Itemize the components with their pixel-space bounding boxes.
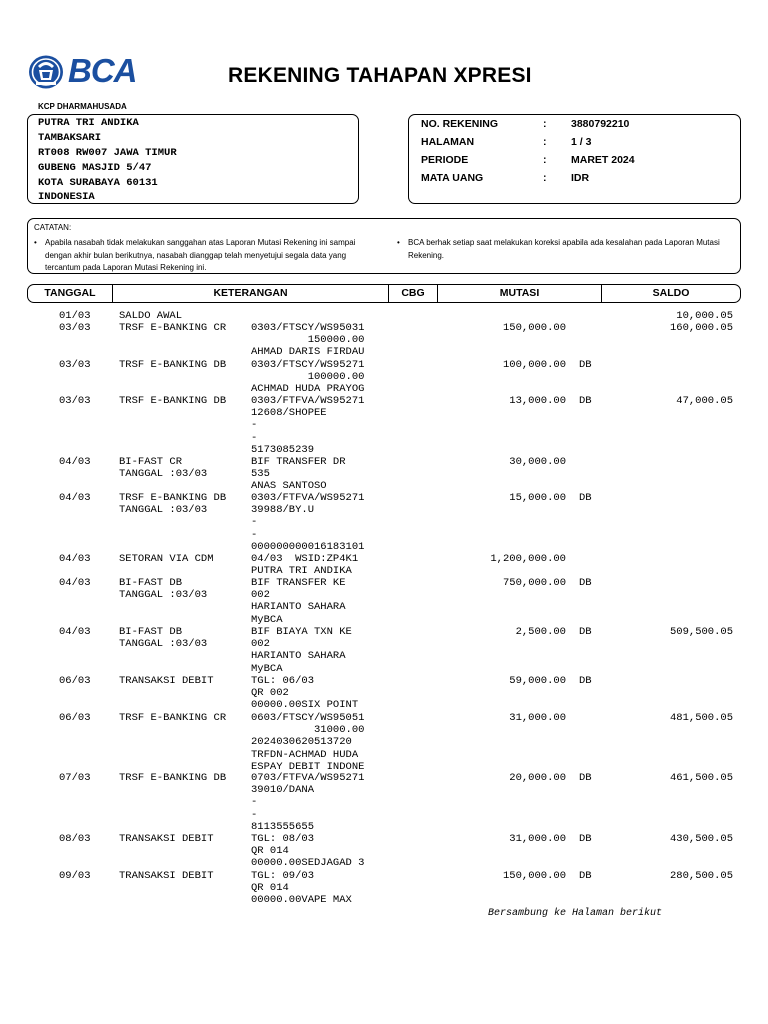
transaction-amount: 1,200,000.00 [490, 553, 566, 565]
debit-indicator: DB [579, 870, 592, 882]
transaction-detail: - [251, 516, 258, 529]
debit-indicator: DB [579, 359, 592, 371]
column-header-mutation: MUTASI [499, 287, 540, 299]
table-header [27, 284, 741, 303]
customer-address-line: TAMBAKSARI [38, 132, 102, 144]
transaction-detail: 0303/FTSCY/WS95271 [251, 359, 365, 371]
transaction-balance: 509,500.05 [669, 626, 733, 638]
transaction-detail: AHMAD DARIS FIRDAU [251, 346, 365, 359]
transaction-detail: 0703/FTFVA/WS95271 [251, 772, 365, 784]
transaction-detail: 002 [251, 589, 270, 602]
transaction-amount: 59,000.00 [509, 675, 566, 687]
transaction-date: 04/03 [59, 626, 91, 638]
transaction-detail: TGL: 09/03 [251, 870, 315, 882]
transaction-description: BI-FAST DB [119, 626, 183, 638]
transaction-detail: 535 [251, 468, 270, 481]
transaction-description: BI-FAST CR [119, 456, 183, 468]
transaction-detail: 002 [251, 638, 270, 651]
debit-indicator: DB [579, 772, 592, 784]
bca-logo [28, 54, 146, 90]
transaction-detail: 12608/SHOPEE [251, 407, 327, 420]
transaction-detail: ESPAY DEBIT INDONE [251, 760, 365, 773]
transaction-detail: MyBCA [251, 613, 283, 626]
column-header-description: KETERANGAN [213, 287, 288, 299]
transaction-date: 03/03 [59, 359, 91, 371]
debit-indicator: DB [579, 833, 592, 845]
transaction-detail: 04/03 WSID:ZP4K1 [251, 553, 359, 565]
page-number: 1 / 3 [571, 136, 592, 148]
transaction-detail: ACHMAD HUDA PRAYOG [251, 383, 365, 396]
transaction-detail: QR 002 [251, 687, 289, 700]
transaction-amount: 2,500.00 [515, 626, 566, 638]
transaction-balance: 10,000.05 [676, 310, 733, 322]
account-info-box [408, 114, 741, 204]
transaction-date: 07/03 [59, 772, 91, 784]
transaction-detail: PUTRA TRI ANDIKA [251, 565, 352, 578]
transaction-detail: QR 014 [251, 882, 289, 895]
debit-indicator: DB [579, 577, 592, 589]
transaction-detail: 31000.00 [251, 724, 365, 737]
currency-row: MATA UANG : IDR [421, 172, 590, 184]
customer-address-box [27, 114, 359, 204]
transaction-amount: 150,000.00 [502, 870, 566, 882]
transaction-detail: 39010/DANA [251, 784, 315, 797]
transaction-date: 08/03 [59, 833, 91, 845]
period-row: PERIODE : MARET 2024 [421, 154, 635, 166]
transaction-description: TRSF E-BANKING DB [119, 492, 227, 504]
transaction-detail: TRFDN-ACHMAD HUDA [251, 748, 359, 761]
transaction-detail: 00000.00SIX POINT [251, 699, 359, 712]
transaction-date: 04/03 [59, 553, 91, 565]
page-row: HALAMAN : 1 / 3 [421, 136, 592, 148]
transaction-detail: MyBCA [251, 662, 283, 675]
continued-note: Bersambung ke Halaman berikut [488, 908, 663, 919]
transaction-description: TANGGAL :03/03 [119, 468, 208, 481]
transaction-description: TRANSAKSI DEBIT [119, 833, 214, 845]
transaction-description: TRANSAKSI DEBIT [119, 870, 214, 882]
transaction-date: 04/03 [59, 577, 91, 589]
transaction-description: TRSF E-BANKING DB [119, 359, 227, 371]
transaction-balance: 430,500.05 [669, 833, 733, 845]
transaction-description: TRANSAKSI DEBIT [119, 675, 214, 687]
debit-indicator: DB [579, 675, 592, 687]
column-header-balance: SALDO [652, 287, 690, 299]
transaction-balance: 47,000.05 [676, 395, 733, 407]
customer-address-line: GUBENG MASJID 5/47 [38, 162, 152, 174]
transaction-detail: QR 014 [251, 845, 289, 858]
transaction-description: TRSF E-BANKING DB [119, 772, 227, 784]
transaction-detail: HARIANTO SAHARA [251, 650, 346, 663]
transaction-balance: 280,500.05 [669, 870, 733, 882]
transaction-detail: 0303/FTFVA/WS95271 [251, 395, 365, 407]
transaction-detail: TGL: 08/03 [251, 833, 315, 845]
transaction-date: 04/03 [59, 456, 91, 468]
transaction-date: 04/03 [59, 492, 91, 504]
column-header-date: TANGGAL [44, 287, 96, 299]
customer-address-line: RT008 RW007 JAWA TIMUR [38, 147, 177, 159]
branch-name: KCP DHARMAHUSADA [38, 102, 127, 111]
transaction-detail: 150000.00 [251, 334, 365, 347]
transaction-date: 06/03 [59, 675, 91, 687]
transaction-amount: 13,000.00 [509, 395, 566, 407]
transaction-detail: 0303/FTSCY/WS95031 [251, 322, 365, 334]
transaction-description: SETORAN VIA CDM [119, 553, 214, 565]
transaction-balance: 160,000.05 [669, 322, 733, 334]
transaction-description: TRSF E-BANKING CR [119, 322, 227, 334]
customer-name: PUTRA TRI ANDIKA [38, 117, 139, 129]
transaction-description: TANGGAL :03/03 [119, 589, 208, 602]
debit-indicator: DB [579, 626, 592, 638]
transaction-description: TANGGAL :03/03 [119, 504, 208, 517]
debit-indicator: DB [579, 492, 592, 504]
transaction-detail: HARIANTO SAHARA [251, 601, 346, 614]
transaction-detail: 39988/BY.U [251, 504, 315, 517]
transaction-amount: 15,000.00 [509, 492, 566, 504]
transaction-description: SALDO AWAL [119, 310, 183, 322]
transaction-description: TRSF E-BANKING CR [119, 712, 227, 724]
transaction-date: 06/03 [59, 712, 91, 724]
column-header-branch: CBG [401, 287, 425, 299]
transaction-detail: TGL: 06/03 [251, 675, 315, 687]
transaction-detail: - [251, 419, 258, 432]
transaction-balance: 461,500.05 [669, 772, 733, 784]
currency: IDR [571, 172, 590, 184]
transaction-detail: 00000.00SEDJAGAD 3 [251, 857, 365, 870]
transaction-date: 09/03 [59, 870, 91, 882]
transaction-balance: 481,500.05 [669, 712, 733, 724]
customer-address-line: KOTA SURABAYA 60131 [38, 177, 158, 189]
transaction-amount: 150,000.00 [502, 322, 566, 334]
transaction-detail: 5173085239 [251, 443, 315, 456]
account-number-row: NO. REKENING : 3880792210 [421, 118, 630, 130]
transaction-date: 01/03 [59, 310, 91, 322]
transaction-amount: 100,000.00 [502, 359, 566, 371]
transaction-description: TANGGAL :03/03 [119, 638, 208, 651]
customer-address-line: INDONESIA [38, 191, 95, 203]
transaction-detail: 0303/FTFVA/WS95271 [251, 492, 365, 504]
transaction-detail: 8113555655 [251, 820, 315, 833]
notes-label: CATATAN: [34, 223, 72, 232]
transaction-detail: 000000000016183101 [251, 540, 365, 553]
transaction-date: 03/03 [59, 395, 91, 407]
period: MARET 2024 [571, 154, 635, 166]
transaction-detail: 100000.00 [251, 371, 365, 384]
notes-box: CATATAN: • Apabila nasabah tidak melakukan sanggahan atas Laporan Mutasi Rekening ini sampai dengan akhir bulan berikutnya, nasabah dianggap telah menyetujui segala data yang tercantum pada Laporan Mutasi Rekening ini. • BCA berhak setiap saat melakukan koreksi apabila ada kesalahan pada Laporan Mutasi Rekening. [27, 218, 741, 274]
page-title: REKENING TAHAPAN XPRESI [228, 64, 532, 87]
transaction-amount: 30,000.00 [509, 456, 566, 468]
account-number: 3880792210 [571, 118, 630, 130]
transaction-detail: - [251, 808, 258, 821]
transaction-detail: - [251, 528, 258, 541]
transaction-detail: BIF TRANSFER DR [251, 456, 346, 468]
transaction-detail: 0603/FTSCY/WS95051 [251, 712, 365, 724]
transaction-detail: - [251, 431, 258, 444]
transaction-amount: 31,000.00 [509, 833, 566, 845]
transaction-description: BI-FAST DB [119, 577, 183, 589]
transaction-amount: 31,000.00 [509, 712, 566, 724]
transaction-detail: BIF TRANSFER KE [251, 577, 346, 589]
transaction-date: 03/03 [59, 322, 91, 334]
transaction-amount: 20,000.00 [509, 772, 566, 784]
transaction-description: TRSF E-BANKING DB [119, 395, 227, 407]
debit-indicator: DB [579, 395, 592, 407]
transaction-detail: - [251, 796, 258, 809]
transaction-amount: 750,000.00 [502, 577, 566, 589]
transaction-detail: 2024030620513720 [251, 736, 352, 749]
transaction-detail: BIF BIAYA TXN KE [251, 626, 352, 638]
bca-logo-text: BCA [68, 52, 137, 89]
transaction-detail: 00000.00VAPE MAX [251, 894, 352, 907]
transaction-detail: ANAS SANTOSO [251, 480, 327, 493]
